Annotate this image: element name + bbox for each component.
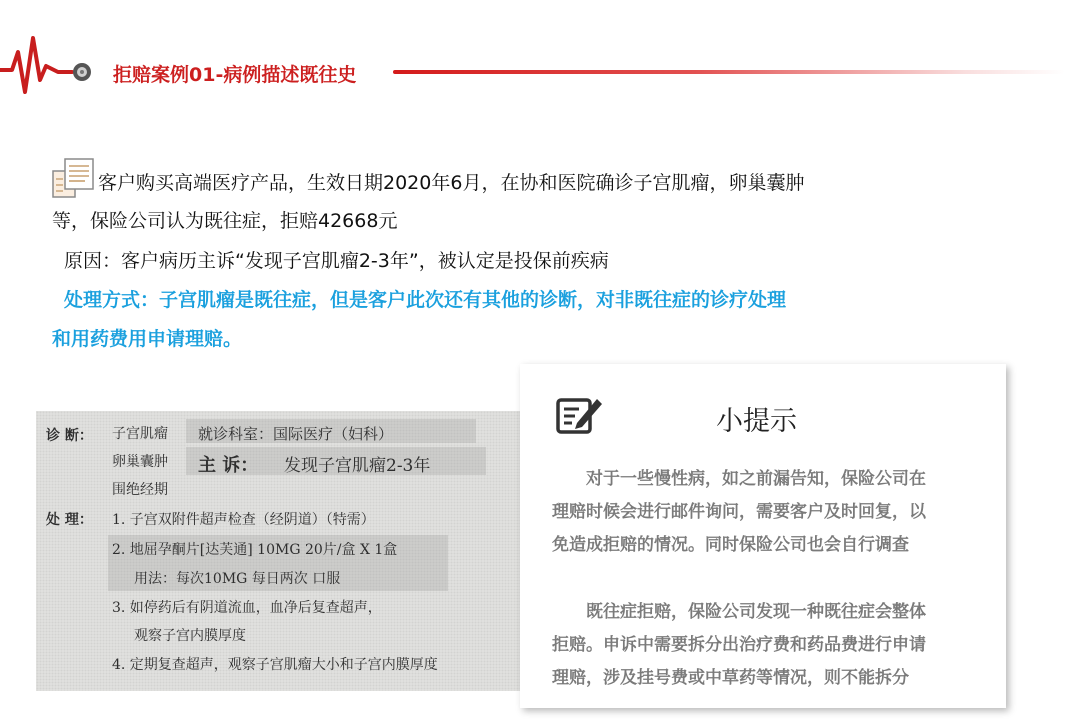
handling-method-line2: 和用药费用申请理赔。	[52, 328, 243, 350]
tip-p2-line2: 拒赔。申诉中需要拆分出治疗费和药品费进行申请	[552, 635, 926, 655]
case-text-line2: 等，保险公司认为既往症，拒赔42668元	[52, 210, 398, 232]
scan-diag-label: 诊 断：	[46, 428, 93, 444]
scan-diag-3: 围绝经期	[112, 482, 168, 498]
case-text-line1: 客户购买高端医疗产品，生效日期2020年6月，在协和医院确诊子宫肌瘤，卵巢囊肿	[98, 172, 805, 194]
scan-diag-1: 子宫肌瘤	[112, 426, 168, 442]
handling-method-line1: 处理方式：子宫肌瘤是既往症，但是客户此次还有其他的诊断，对非既往症的诊疗处理	[64, 289, 787, 311]
tip-paragraph-2	[552, 596, 987, 695]
medical-record-scan	[36, 411, 520, 691]
scan-treat-label: 处 理：	[46, 512, 93, 528]
scan-diag-2: 卵巢囊肿	[112, 454, 168, 470]
scan-treat-4: 4. 定期复查超声，观察子宫肌瘤大小和子宫内膜厚度	[112, 657, 438, 673]
tip-p1-line3: 免造成拒赔的情况。同时保险公司也会自行调查	[552, 535, 909, 555]
tip-p2-line1: 既往症拒赔，保险公司发现一种既往症会整体	[586, 602, 926, 622]
scan-treat-2b: 用法：每次10MG 每日两次 口服	[134, 571, 341, 587]
tip-p1-line1: 对于一些慢性病，如之前漏告知，保险公司在	[586, 469, 926, 489]
header	[0, 30, 1065, 100]
scan-treat-3: 3. 如停药后有阴道流血，血净后复查超声，	[112, 600, 382, 616]
tip-title: 小提示	[716, 406, 797, 437]
scan-complaint-label: 主 诉：	[198, 455, 259, 476]
page-title: 拒赔案例01-病例描述既往史	[113, 64, 357, 86]
edit-note-icon	[555, 393, 605, 435]
document-icon	[51, 157, 97, 199]
title-underline	[393, 70, 1065, 74]
tip-p1-line2: 理赔时候会进行邮件询问，需要客户及时回复，以	[552, 502, 926, 522]
tip-card	[520, 364, 1006, 708]
tip-p2-line3: 理赔，涉及挂号费或中草药等情况，则不能拆分	[552, 668, 909, 688]
case-reason: 原因：客户病历主诉“发现子宫肌瘤2-3年”，被认定是投保前疾病	[64, 250, 609, 272]
scan-treat-1: 1. 子宫双附件超声检查（经阴道）（特需）	[112, 512, 375, 528]
tip-paragraph-1	[552, 463, 987, 562]
ecg-stethoscope-icon	[0, 30, 100, 100]
scan-dept: 就诊科室：国际医疗（妇科）	[198, 425, 394, 443]
scan-complaint: 发现子宫肌瘤2-3年	[284, 456, 431, 476]
scan-treat-2: 2. 地屈孕酮片[达芙通] 10MG 20片/盒 X 1盒	[112, 542, 398, 558]
scan-treat-3b: 观察子宫内膜厚度	[134, 628, 246, 644]
